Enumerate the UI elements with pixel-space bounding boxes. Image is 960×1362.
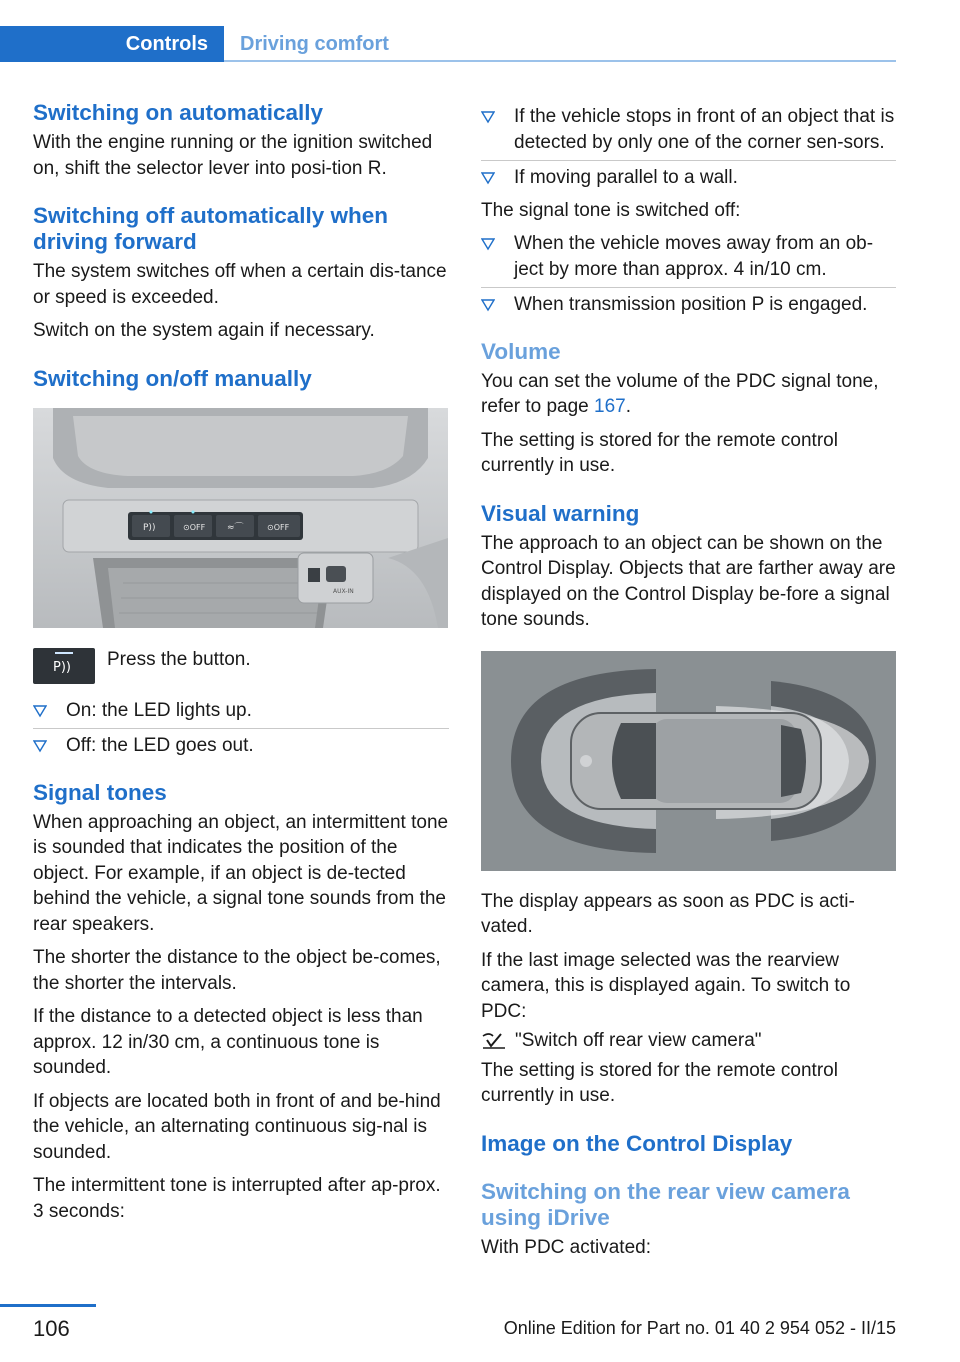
- pdc-vehicle-illustration: [481, 651, 896, 871]
- svg-text:P)): P)): [143, 522, 156, 533]
- page-167-link[interactable]: 167: [594, 396, 626, 417]
- heading-image-control-display: Image on the Control Display: [481, 1130, 793, 1156]
- heading-volume: Volume: [481, 338, 561, 364]
- paragraph-switch-on-again: Switch on the system again if necessary.: [33, 320, 375, 341]
- triangle-bullet-icon: [33, 704, 47, 718]
- paragraph-setting-stored: The setting is stored for the remote control currently in use.: [481, 429, 838, 476]
- heading-switching-on-off-manually: Switching on/off manually: [33, 365, 312, 391]
- paragraph-tone-switched-off: The signal tone is switched off:: [481, 199, 741, 221]
- svg-text:⊙OFF: ⊙OFF: [183, 522, 206, 532]
- list-item: [481, 100, 896, 161]
- left-column: [33, 100, 449, 1224]
- triangle-bullet-icon: [481, 171, 495, 185]
- paragraph-signal-1: When approaching an object, an intermittent tone is sounded that indicates the position of the object. For example, if an object is de-tected behind the vehicle, a signal tone sounds from the rear speakers.: [33, 811, 449, 935]
- triangle-bullet-icon: [481, 298, 495, 312]
- paragraph-signal-4: If objects are located both in front of and be-hind the vehicle, an alternating continuous sig-nal is sounded.: [33, 1090, 441, 1163]
- led-status-list: [33, 694, 449, 764]
- heading-switching-on-automatically: Switching on automatically: [33, 100, 324, 125]
- idrive-controller-icon: [481, 1030, 509, 1052]
- paragraph-switching-off-automatically: The system switches off when a certain dis-tance or speed is exceeded.: [33, 261, 447, 308]
- center-console-illustration: [33, 408, 448, 628]
- paragraph-signal-2: The shorter the distance to the object be-comes, the shorter the intervals.: [33, 947, 441, 994]
- section-tab-controls[interactable]: Controls: [0, 26, 224, 62]
- interrupt-item-parallel-wall: If moving parallel to a wall.: [514, 167, 738, 188]
- triangle-bullet-icon: [33, 739, 47, 753]
- edition-footer: Online Edition for Part no. 01 40 2 954 052 - II/15: [503, 1318, 896, 1338]
- led-item-off: Off: the LED goes out.: [66, 735, 254, 756]
- press-the-button-text: Press the button.: [107, 648, 251, 670]
- paragraph-signal-3: If the distance to a detected object is less than approx. 12 in/30 cm, a continuous tone is sounded.: [33, 1006, 423, 1078]
- switch-off-camera-row: [481, 1028, 896, 1054]
- interrupt-item-corner-sensor: If the vehicle stops in front of an object that is detected by only one of the corner sen-sors.: [514, 106, 895, 153]
- off-item-position-p: When transmission position P is engaged.: [514, 294, 868, 315]
- tone-off-list: [481, 227, 896, 323]
- section-tab-driving-comfort[interactable]: Driving comfort: [240, 32, 389, 55]
- volume-text: You can set the volume of the PDC signal tone, refer to page: [481, 370, 879, 417]
- triangle-bullet-icon: [481, 110, 495, 124]
- volume-text-end: .: [625, 396, 632, 417]
- right-column: [481, 100, 896, 1260]
- list-item: [481, 161, 896, 196]
- svg-text:AUX-IN: AUX-IN: [333, 587, 354, 595]
- triangle-bullet-icon: [481, 237, 495, 251]
- paragraph-visual-warning: The approach to an object can be shown on the Control Display. Objects that are farther away are displayed on the Control Display be-fore a signal tone sounds.: [481, 532, 896, 630]
- switch-off-rear-view-camera-label: "Switch off rear view camera": [515, 1030, 762, 1051]
- paragraph-setting-stored-2: The setting is stored for the remote control currently in use.: [481, 1059, 838, 1106]
- pdc-button-icon: P)): [33, 648, 95, 684]
- paragraph-signal-5: The intermittent tone is interrupted after ap-prox. 3 seconds:: [33, 1175, 441, 1222]
- heading-switching-on-rear-view-camera: Switching on the rear view camera using iDrive: [481, 1178, 850, 1230]
- svg-text:⊙OFF: ⊙OFF: [267, 522, 290, 532]
- heading-signal-tones: Signal tones: [33, 779, 167, 805]
- heading-switching-off-automatically: Switching off automatically when driving forward: [33, 203, 389, 254]
- paragraph-display-appears: The display appears as soon as PDC is acti-vated.: [481, 890, 855, 937]
- list-item: [481, 288, 896, 323]
- heading-visual-warning: Visual warning: [481, 500, 640, 526]
- paragraph-switching-on-automatically: With the engine running or the ignition switched on, shift the selector lever into posi-tion R.: [33, 132, 433, 179]
- center-console-photo: [33, 408, 448, 628]
- off-item-moves-away: When the vehicle moves away from an ob-ject by more than approx. 4 in/10 cm.: [514, 233, 874, 280]
- led-item-on: On: the LED lights up.: [66, 699, 252, 721]
- list-item: [33, 694, 449, 730]
- paragraph-with-pdc: With PDC activated:: [481, 1236, 651, 1258]
- list-item: [481, 227, 896, 288]
- tone-interrupt-list: [481, 100, 896, 196]
- page-number: 106: [33, 1316, 70, 1341]
- press-button-row: [33, 648, 449, 684]
- svg-text:≈⌒: ≈⌒: [227, 522, 244, 533]
- page-header: [0, 0, 960, 64]
- footer-accent-line: [0, 1304, 96, 1307]
- paragraph-last-image: If the last image selected was the rearview camera, this is displayed again. To switch to PDC:: [481, 949, 851, 1022]
- pdc-display-image: [481, 651, 896, 871]
- paragraph-volume: [481, 369, 896, 420]
- list-item: [33, 729, 449, 764]
- header-divider: [224, 60, 896, 62]
